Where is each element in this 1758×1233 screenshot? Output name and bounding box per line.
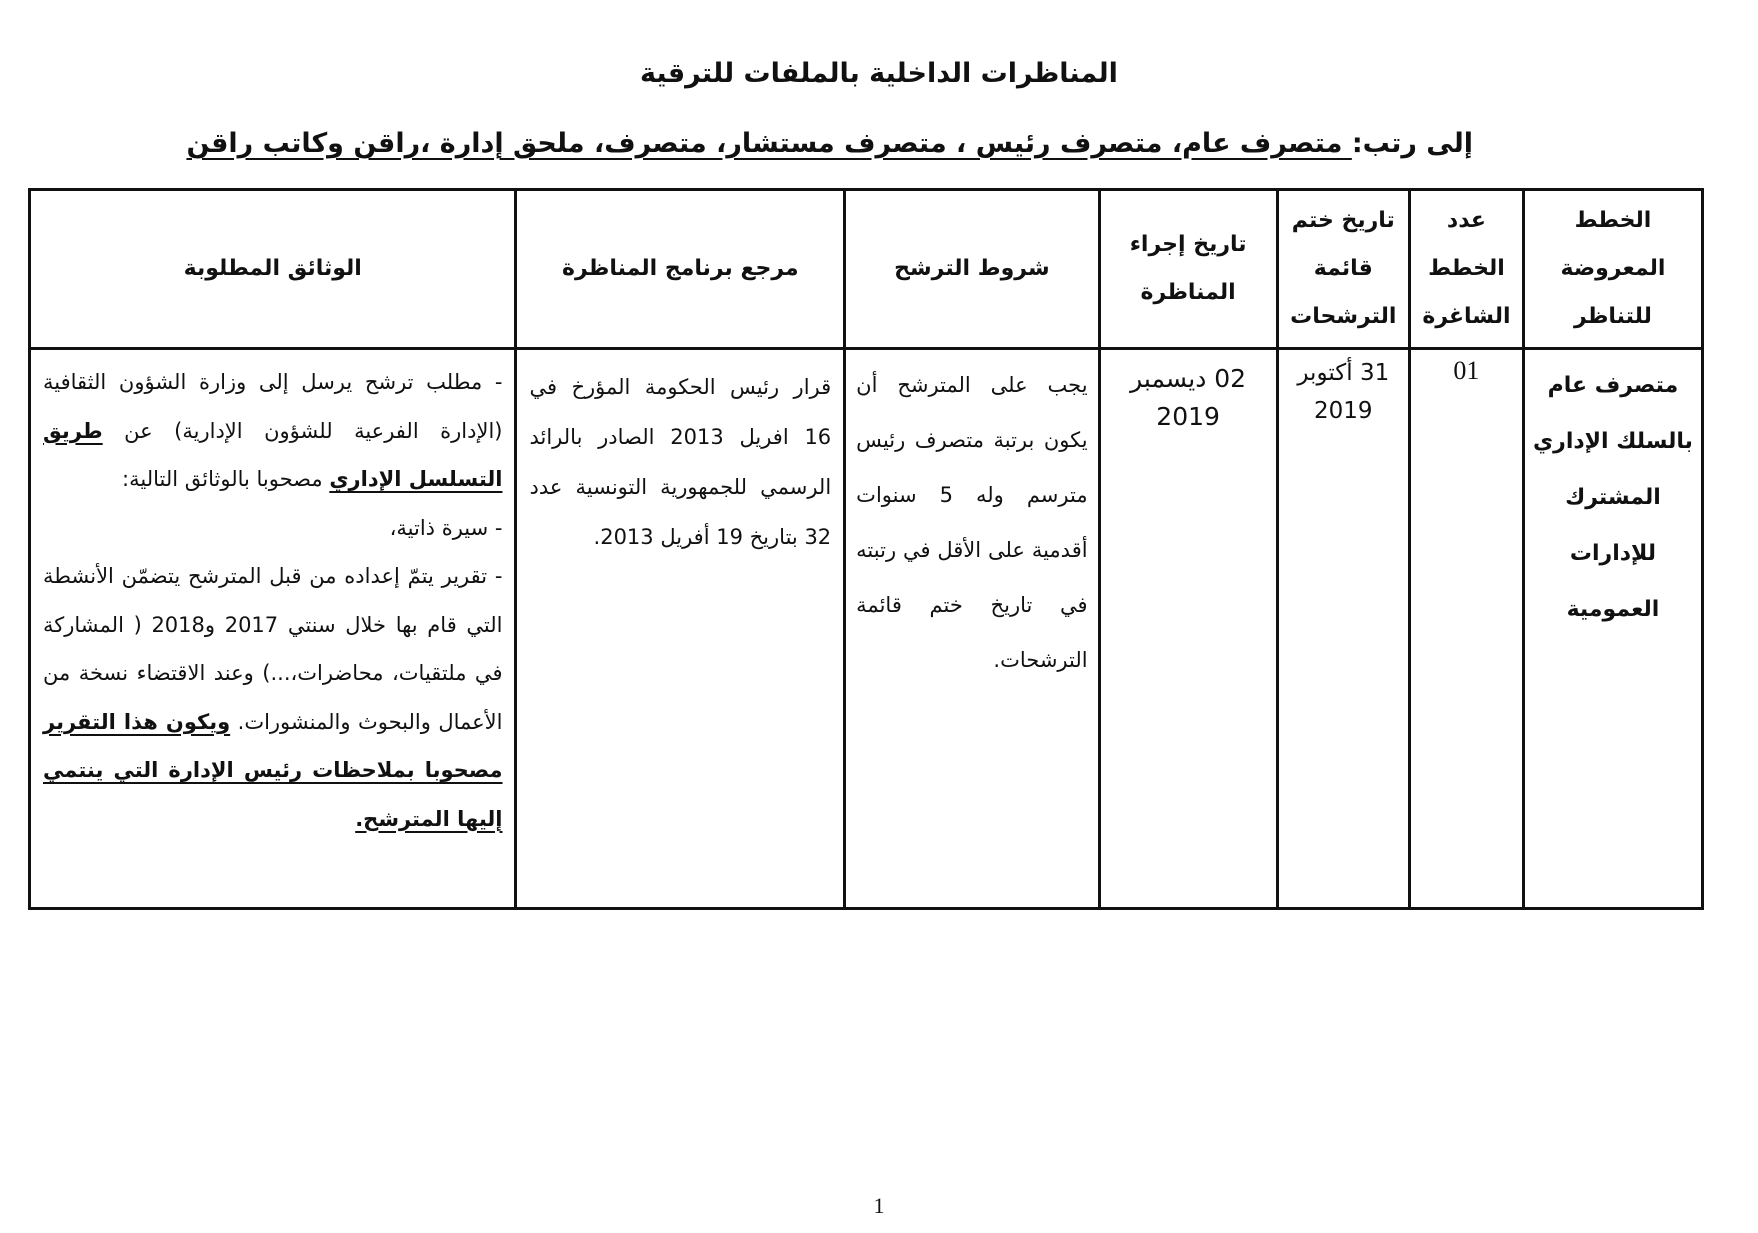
documents-text: مصحوبا بالوثائق التالية: bbox=[122, 467, 330, 491]
cell-reference: قرار رئيس الحكومة المؤرخ في 16 افريل 2013 الصادر بالرائد الرسمي للجمهورية التونسية عدد 32 بتاريخ 19 أفريل 2013. bbox=[516, 349, 845, 909]
header-conditions: شروط الترشح bbox=[845, 190, 1099, 349]
table-header-row bbox=[30, 190, 1703, 349]
documents-item-cv: - سيرة ذاتية، bbox=[389, 515, 503, 540]
documents-text: - تقرير يتمّ إعداده من قبل المترشح يتضمّن الأنشطة التي قام بها خلال سنتي 2017 و2018 ( المشاركة في ملتقيات، محاضرات،...) وعند الاقتضاء نسخة من الأعمال والبحوث والمنشورات. bbox=[43, 564, 503, 734]
subtitle-grades: متصرف عام، متصرف رئيس ، متصرف مستشار، متصرف، ملحق إدارة ،راقن وكاتب راقن bbox=[186, 128, 1352, 159]
documents-item-report bbox=[43, 552, 502, 843]
documents-item-application bbox=[43, 358, 502, 504]
cell-exam-date: 02 ديسمبر 2019 bbox=[1099, 349, 1277, 909]
cell-conditions: يجب على المترشح أن يكون برتبة متصرف رئيس مترسم وله 5 سنوات أقدمية على الأقل في رتبته في تاريخ ختم قائمة الترشحات. bbox=[845, 349, 1099, 909]
page-subtitle bbox=[186, 128, 1473, 159]
documents-emphasis: طريق التسلسل الإداري bbox=[43, 418, 503, 491]
page-title: المناظرات الداخلية بالملفات للترقية bbox=[640, 58, 1118, 89]
page-number: 1 bbox=[873, 1193, 885, 1218]
header-exam-date: تاريخ إجراء المناظرة bbox=[1099, 190, 1277, 349]
header-reference: مرجع برنامج المناظرة bbox=[516, 190, 845, 349]
cell-closing-date: 31 أكتوبر 2019 bbox=[1277, 349, 1409, 909]
table-row bbox=[30, 349, 1703, 909]
competitions-table bbox=[28, 188, 1704, 910]
cell-plans: متصرف عام بالسلك الإداري المشترك للإدارات العمومية bbox=[1523, 349, 1702, 909]
cell-documents bbox=[30, 349, 516, 909]
documents-emphasis: ويكون هذا التقرير مصحوبا بملاحظات رئيس الإدارة التي ينتمي إليها المترشح. bbox=[43, 709, 503, 831]
cell-count: 01 bbox=[1409, 349, 1523, 909]
header-plans: الخطط المعروضة للتناظر bbox=[1523, 190, 1702, 349]
header-count: عدد الخطط الشاغرة bbox=[1409, 190, 1523, 349]
header-closing-date: تاريخ ختم قائمة الترشحات bbox=[1277, 190, 1409, 349]
header-documents: الوثائق المطلوبة bbox=[30, 190, 516, 349]
documents-text: - مطلب ترشح يرسل إلى وزارة الشؤون الثقافية (الإدارة الفرعية للشؤون الإدارية) عن bbox=[43, 370, 503, 443]
subtitle-prefix: إلى رتب: bbox=[1351, 128, 1473, 159]
